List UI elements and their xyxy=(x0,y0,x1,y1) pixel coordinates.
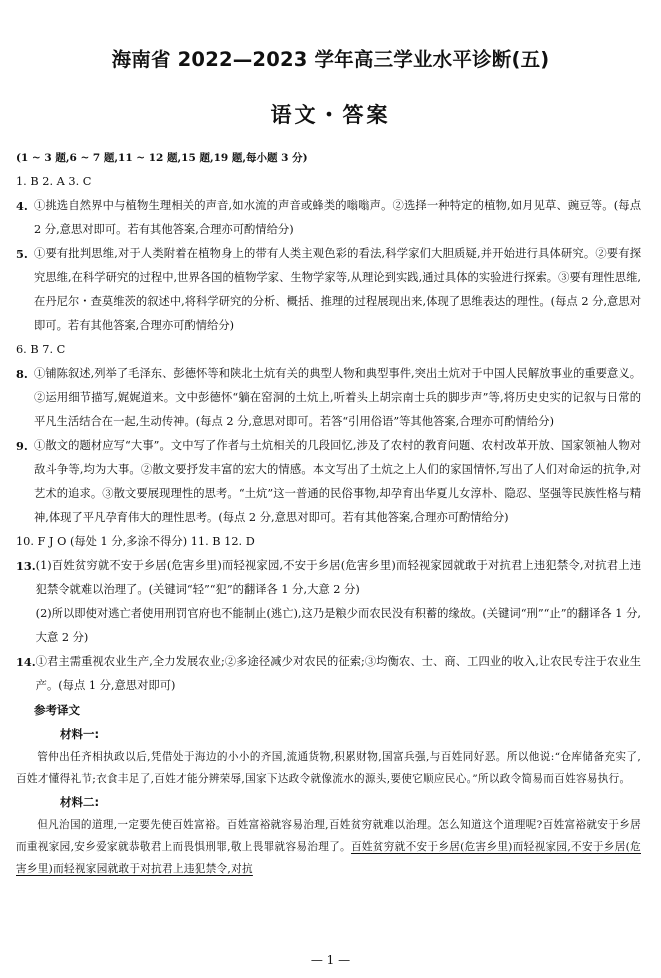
answers-1-3: 1. B 2. A 3. C xyxy=(16,175,92,188)
question-5 xyxy=(16,242,641,338)
answers-10-12: 10. F J O (每处 1 分,多涂不得分) 11. B 12. D xyxy=(16,535,255,548)
question-4 xyxy=(16,194,641,242)
question-8 xyxy=(16,362,641,434)
answers-6-7: 6. B 7. C xyxy=(16,343,66,356)
question-number: 8. xyxy=(16,367,28,381)
page-number: — 1 — xyxy=(310,953,351,967)
answer-part-1: (1)百姓贫穷就不安于乡居(危害乡里)而轻视家园,不安于乡居(危害乡里)而轻视家园就敢于对抗君上违犯禁令,对抗君上违犯禁令就难以治理了。(关键词“轻”“犯”的翻译各 1 分,大意 2 分) xyxy=(35,559,641,596)
question-number: 4. xyxy=(16,199,28,213)
material-2-text xyxy=(16,814,641,880)
question-answer: ①挑选自然界中与植物生理相关的声音,如水流的声音或蜂类的嗡嗡声。②选择一种特定的植物,如月见草、豌豆等。(每点 2 分,意思对即可。若有其他答案,合理亦可酌情给分) xyxy=(34,199,641,236)
question-13 xyxy=(16,554,641,650)
question-answer: ①君主需重视农业生产,全力发展农业;②多途径减少对农民的征索;③均衡农、士、商、工四业的收入,让农民专注于农业生产。(每点 1 分,意思对即可) xyxy=(35,655,641,692)
page-subtitle: 语文・答案 xyxy=(270,103,391,127)
material-1-text: 管仲出任齐相执政以后,凭借处于海边的小小的齐国,流通货物,积累财物,国富兵强,与百姓同好恶。所以他说:“仓库储备充实了,百姓才懂得礼节;衣食丰足了,百姓才能分辨荣辱,国家下达政令就像流水的源头,要使它顺应民心。”所以政令简易而百姓容易执行。 xyxy=(16,751,641,785)
question-number: 5. xyxy=(16,247,28,261)
answer-part-2: (2)所以即使对逃亡者使用刑罚官府也不能制止(逃亡),这乃是粮少而农民没有积蓄的缘故。(关键词“刑”“止”的翻译各 1 分,大意 2 分) xyxy=(35,607,641,644)
question-number: 9. xyxy=(16,439,28,453)
question-answer: ①要有批判思维,对于人类附着在植物身上的带有人类主观色彩的看法,科学家们大胆质疑,并开始进行具体研究。②要有探究思维,在科学研究的过程中,世界各国的植物学家、生物学家等,从理论到实践,通过具体的实验进行探索。③要有理性思维,在丹尼尔・查莫维茨的叙述中,将科学研究的分析、概括、推理的过程展现出来,体现了思维表达的理性。(每点 2 分,意思对即可。若有其他答案,合理亦可酌情给分) xyxy=(34,247,641,332)
question-answer: ①铺陈叙述,列举了毛泽东、彭德怀等和陕北土炕有关的典型人物和典型事件,突出土炕对于中国人民解放事业的重要意义。②运用细节描写,娓娓道来。文中彭德怀“躺在窑洞的土炕上,听着头上胡宗南士兵的脚步声”等,将历史史实的记叙与日常的平凡生活结合在一起,生动传神。(每点 2 分,意思对即可。若答“引用俗语”等其他答案,合理亦可酌情给分) xyxy=(34,367,641,428)
question-answer xyxy=(36,554,641,650)
page-title: 海南省 2022—2023 学年高三学业水平诊断(五) xyxy=(111,48,550,71)
question-number: 13. xyxy=(16,559,36,573)
question-number: 14. xyxy=(16,655,36,669)
score-note: (1 ~ 3 题,6 ~ 7 题,11 ~ 12 题,15 题,19 题,每小题 3 分) xyxy=(16,152,308,164)
question-14 xyxy=(16,650,641,698)
question-9 xyxy=(16,434,641,530)
question-answer: ①散文的题材应写“大事”。文中写了作者与土炕相关的几段回忆,涉及了农村的教育问题、农村改革开放、国家领袖人物对敌斗争等,均为大事。②散文要抒发丰富的宏大的情感。本文写出了土炕之上人们的家国情怀,写出了人们对命运的抗争,对艺术的追求。③散文要展现理性的思考。“土炕”这一普通的民俗事物,却孕育出华夏儿女淳朴、隐忍、坚强等民族性格与精神,体现了平凡孕育伟大的理性思考。(每点 2 分,意思对即可。若有其他答案,合理亦可酌情给分) xyxy=(34,439,641,524)
answer-content xyxy=(16,146,641,880)
material-2-heading: 材料二: xyxy=(60,795,100,809)
material-1-heading: 材料一: xyxy=(60,727,100,741)
translation-heading: 参考译文 xyxy=(34,703,80,717)
material-2-text-underlined: 百姓贫穷就不安于乡居(危害乡里)而轻视家园,不安于乡居(危害乡里)而轻视家园就敢于对抗君上违犯禁令,对抗 xyxy=(16,841,641,875)
material-2-text-plain: 但凡治国的道理,一定要先使百姓富裕。百姓富裕就容易治理,百姓贫穷就难以治理。怎么知道这个道理呢?百姓富裕就安于乡居而重视家园,安乡爱家就恭敬君上而畏惧刑罪,敬上畏罪就容易治理了。 xyxy=(16,819,641,853)
